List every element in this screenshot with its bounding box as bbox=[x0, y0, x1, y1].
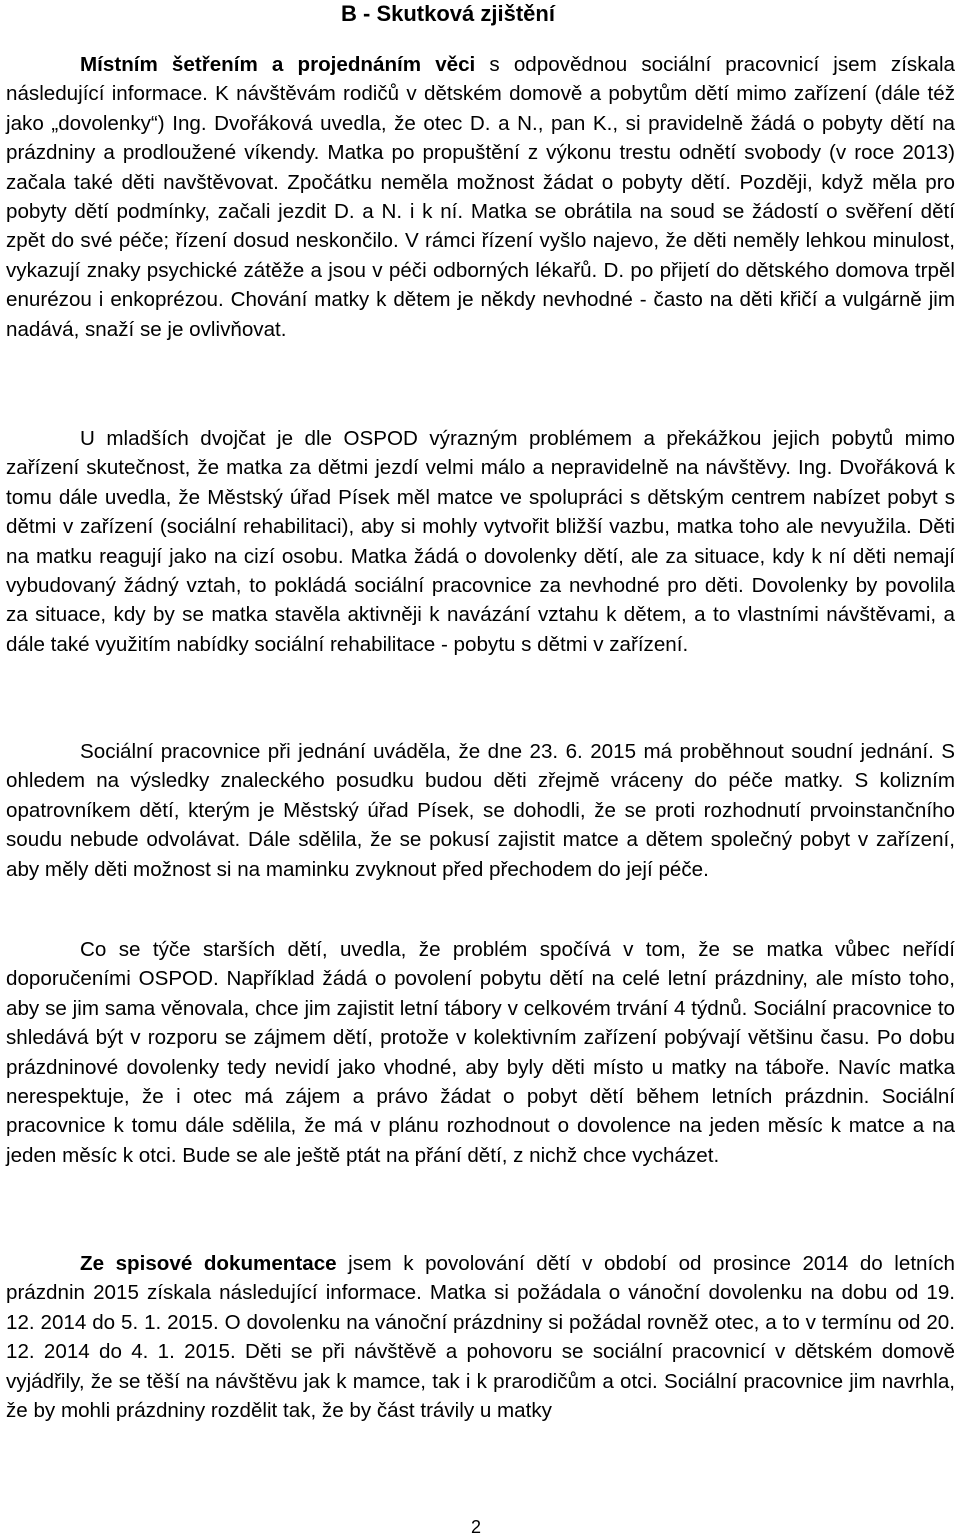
paragraph-lead-bold: Ze spisové dokumentace bbox=[80, 1252, 337, 1275]
paragraph-court-hearing bbox=[6, 737, 955, 884]
paragraph-younger-twins bbox=[6, 424, 955, 659]
paragraph-older-children bbox=[6, 935, 955, 1170]
paragraph-text: U mladších dvojčat je dle OSPOD výrazným problémem a překážkou jejich pobytů mimo zařízení skutečnost, že matka za dětmi jezdí velmi málo a nepravidelně na návštěvy. Ing. Dvořáková k tomu dále uvedla, že Městský úřad Písek měl matce ve spolupráci s dětským centrem nabízet pobyt s dětmi v zařízení (sociální rehabilitaci), aby si mohly vytvořit bližší vazbu, matka toho ale nevyužila. Děti na matku reagují jako na cizí osobu. Matka žádá o dovolenky dětí, ale za situace, kdy k ní děti nemají vybudovaný žádný vztah, to pokládá sociální pracovnice za nevhodné pro děti. Dovolenky by povolila za situace, kdy by se matka stavěla aktivněji k navázání vztahu k dětem, a to vlastními návštěvami, a dále také využitím nabídky sociální rehabilitace - pobytu s dětmi v zařízení. bbox=[6, 427, 955, 656]
paragraph-file-documentation bbox=[6, 1249, 955, 1425]
paragraph-text: jsem k povolování dětí v období od prosince 2014 do letních prázdnin 2015 získala následující informace. Matka si požádala o vánoční dovolenku na dobu od 19. 12. 2014 do 5. 1. 2015. O dovolenku na vánoční prázdniny si požádal rovněž otec, a to v termínu od 20. 12. 2014 do 4. 1. 2015. Děti se při návštěvě a pohovoru se sociální pracovnicí v dětském domově vyjádřily, že se těší na návštěvu jak k mamce, tak i k prarodičům a otci. Sociální pracovnice jim navrhla, že by mohli prázdniny rozdělit tak, že by část trávily u matky bbox=[6, 1252, 955, 1423]
paragraph-local-investigation bbox=[6, 50, 955, 344]
paragraph-lead-bold: Místním šetřením a projednáním věci bbox=[80, 53, 476, 76]
paragraph-text: s odpovědnou sociální pracovnicí jsem získala následující informace. K návštěvám rodičů v dětském domově a pobytům dětí mimo zařízení (dále též jako „dovolenky“) Ing. Dvořáková uvedla, že otec D. a N., pan K., si pravidelně žádá o pobyty dětí na prázdniny a prodloužené víkendy. Matka po propuštění z výkonu trestu odnětí svobody (v roce 2013) začala také děti navštěvovat. Zpočátku neměla možnost žádat o pobyty dětí. Později, když měla pro pobyty dětí podmínky, začali jezdit D. a N. i k ní. Matka se obrátila na soud se žádostí o svěření dětí zpět do své péče; řízení dosud neskončilo. V rámci řízení vyšlo najevo, že děti neměly lehkou minulost, vykazují znaky psychické zátěže a jsou v péči odborných lékařů. D. po přijetí do dětského domova trpěl enurézou i enkoprézou. Chování matky k dětem je někdy nevhodné - často na děti křičí a vulgárně jim nadává, snaží se je ovlivňovat. bbox=[6, 53, 955, 341]
paragraph-text: Co se týče starších dětí, uvedla, že problém spočívá v tom, že se matka vůbec neřídí doporučeními OSPOD. Například žádá o povolení pobytu dětí na celé letní prázdniny, ale místo toho, aby se jim sama věnovala, chce jim zajistit letní tábory v celkovém trvání 4 týdnů. Sociální pracovnice to shledává být v rozporu se zájmem dětí, protože v kolektivním zařízení pobývají většinu času. Po dobu prázdninové dovolenky tedy nevidí jako vhodné, aby byly děti místo u matky na táboře. Navíc matka nerespektuje, že i otec má zájem a právo žádat o pobyt dětí během letních prázdnin. Sociální pracovnice k tomu dále sdělila, že má v plánu rozhodnout o dovolence na jeden měsíc k matce a na jeden měsíc k otci. Bude se ale ještě ptát na přání dětí, z nichž chce vycházet. bbox=[6, 938, 955, 1167]
paragraph-text: Sociální pracovnice při jednání uváděla, že dne 23. 6. 2015 má proběhnout soudní jednání. S ohledem na výsledky znaleckého posudku budou děti zřejmě vráceny do péče matky. S kolizním opatrovníkem dětí, kterým je Městský úřad Písek, se dohodli, že se proti rozhodnutí prvoinstančního soudu nebude odvolávat. Dále sdělila, že se pokusí zajistit matce a dětem společný pobyt v zařízení, aby měly děti možnost si na maminku zvyknout před přechodem do její péče. bbox=[6, 740, 955, 881]
section-heading: B - Skutková zjištění bbox=[341, 1, 555, 26]
page-number: 2 bbox=[471, 1517, 482, 1537]
